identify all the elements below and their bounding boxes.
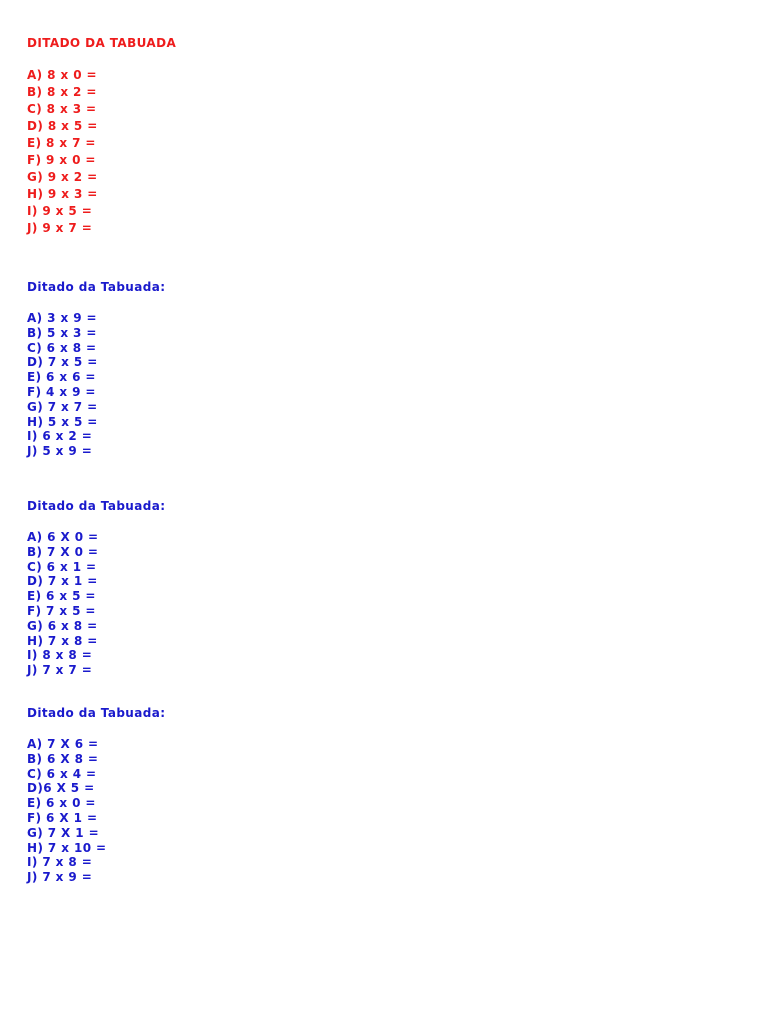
exercise-item: C) 6 x 8 =	[27, 340, 97, 355]
exercise-item: I) 6 x 2 =	[27, 429, 93, 444]
exercise-item: D) 8 x 5 =	[27, 119, 98, 133]
exercise-item: F) 7 x 5 =	[27, 603, 96, 618]
exercise-list	[27, 737, 165, 885]
exercise-item: B) 7 X 0 =	[27, 544, 99, 559]
exercise-item: F) 9 x 0 =	[27, 153, 96, 167]
exercise-item: A) 6 X 0 =	[27, 530, 99, 544]
exercise-item: E) 6 x 0 =	[27, 796, 96, 811]
section-title: Ditado da Tabuada:	[27, 280, 166, 294]
exercise-item: E) 6 x 6 =	[27, 370, 96, 385]
exercise-item: C) 8 x 3 =	[27, 102, 97, 116]
exercise-item: B) 8 x 2 =	[27, 85, 97, 99]
exercise-item: E) 6 x 5 =	[27, 589, 96, 604]
exercise-item: J) 5 x 9 =	[27, 444, 93, 459]
exercise-item: G) 7 X 1 =	[27, 825, 100, 840]
section-title: Ditado da Tabuada:	[27, 499, 166, 513]
exercise-list	[27, 530, 165, 678]
exercise-item: H) 7 x 8 =	[27, 633, 98, 648]
exercise-item: A) 8 x 0 =	[27, 68, 97, 82]
section-title: Ditado da Tabuada:	[27, 706, 166, 720]
exercise-item: B) 6 X 8 =	[27, 751, 99, 766]
exercise-item: G) 7 x 7 =	[27, 399, 98, 414]
exercise-item: D)6 X 5 =	[27, 781, 95, 796]
exercise-item: I) 7 x 8 =	[27, 855, 93, 870]
exercise-item: G) 6 x 8 =	[27, 618, 98, 633]
section-title: DITADO DA TABUADA	[27, 36, 177, 50]
exercise-item: A) 3 x 9 =	[27, 311, 97, 325]
exercise-item: B) 5 x 3 =	[27, 325, 97, 340]
exercise-item: I) 8 x 8 =	[27, 648, 93, 663]
exercise-item: E) 8 x 7 =	[27, 136, 96, 150]
dictation-section-1	[27, 36, 176, 237]
exercise-item: F) 6 X 1 =	[27, 810, 98, 825]
dictation-section-2	[27, 280, 165, 459]
exercise-item: D) 7 x 5 =	[27, 355, 98, 370]
exercise-item: C) 6 x 4 =	[27, 766, 97, 781]
dictation-section-4	[27, 706, 165, 885]
dictation-section-3	[27, 499, 165, 678]
exercise-item: A) 7 X 6 =	[27, 737, 99, 751]
exercise-item: H) 9 x 3 =	[27, 187, 98, 201]
exercise-item: I) 9 x 5 =	[27, 204, 93, 218]
exercise-list	[27, 311, 165, 459]
exercise-item: C) 6 x 1 =	[27, 559, 97, 574]
exercise-list	[27, 67, 176, 237]
exercise-item: J) 7 x 7 =	[27, 663, 93, 678]
exercise-item: J) 7 x 9 =	[27, 870, 93, 885]
exercise-item: H) 5 x 5 =	[27, 414, 98, 429]
exercise-item: J) 9 x 7 =	[27, 221, 93, 235]
exercise-item: G) 9 x 2 =	[27, 170, 98, 184]
exercise-item: D) 7 x 1 =	[27, 574, 98, 589]
exercise-item: F) 4 x 9 =	[27, 384, 96, 399]
exercise-item: H) 7 x 10 =	[27, 840, 107, 855]
